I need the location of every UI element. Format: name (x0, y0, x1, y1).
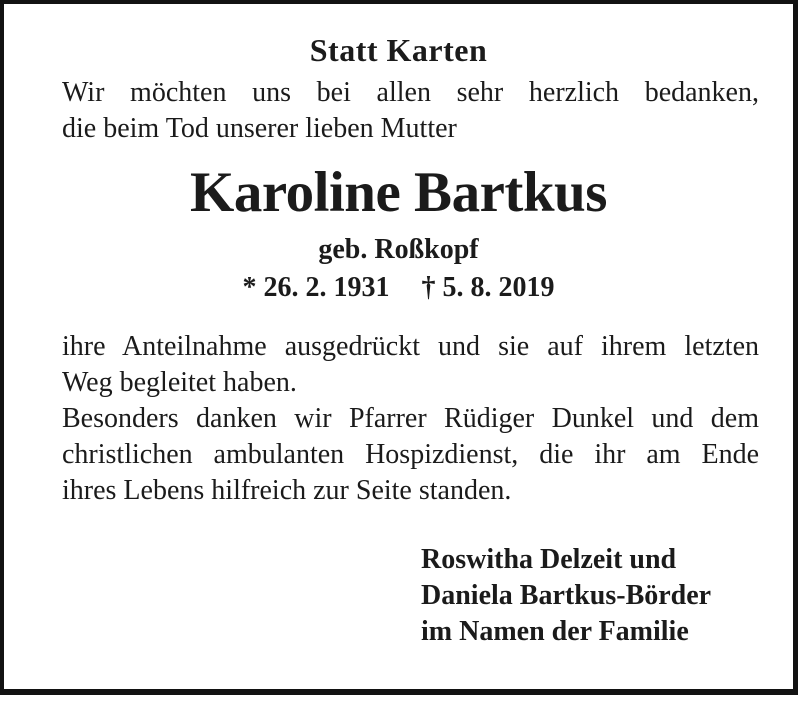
intro-line-2: die beim Tod unserer lieben Mutter (62, 113, 457, 144)
intro-paragraph (62, 75, 759, 147)
body-line-5: ihres Lebens hilfreich zur Seite standen. (62, 475, 512, 506)
body-line-2: Weg begleitet haben. (62, 367, 297, 398)
body-line-1: ihre Anteilnahme ausgedrückt und sie auf ihrem letzten (62, 331, 759, 362)
obituary-content (4, 31, 793, 716)
signature-line-2: Daniela Bartkus-Börder (421, 580, 712, 611)
deceased-maiden-name: geb. Roßkopf (318, 234, 479, 265)
deceased-name: Karoline Bartkus (190, 161, 607, 224)
body-line-4: christlichen ambulanten Hospizdienst, die ihr am Ende (62, 439, 759, 470)
body-line-3: Besonders danken wir Pfarrer Rüdiger Dunkel und dem (62, 403, 759, 434)
signature-block (421, 542, 793, 650)
signature-line-3: im Namen der Familie (421, 616, 689, 647)
thanks-paragraph (62, 329, 759, 509)
death-date: † 5. 8. 2019 (421, 272, 555, 303)
intro-line-1: Wir möchten uns bei allen sehr herzlich bedanken, (62, 77, 759, 108)
notice-header: Statt Karten (309, 32, 488, 68)
signature-line-1: Roswitha Delzeit und (421, 544, 677, 575)
life-dates (4, 271, 793, 304)
birth-date: * 26. 2. 1931 (242, 272, 390, 303)
